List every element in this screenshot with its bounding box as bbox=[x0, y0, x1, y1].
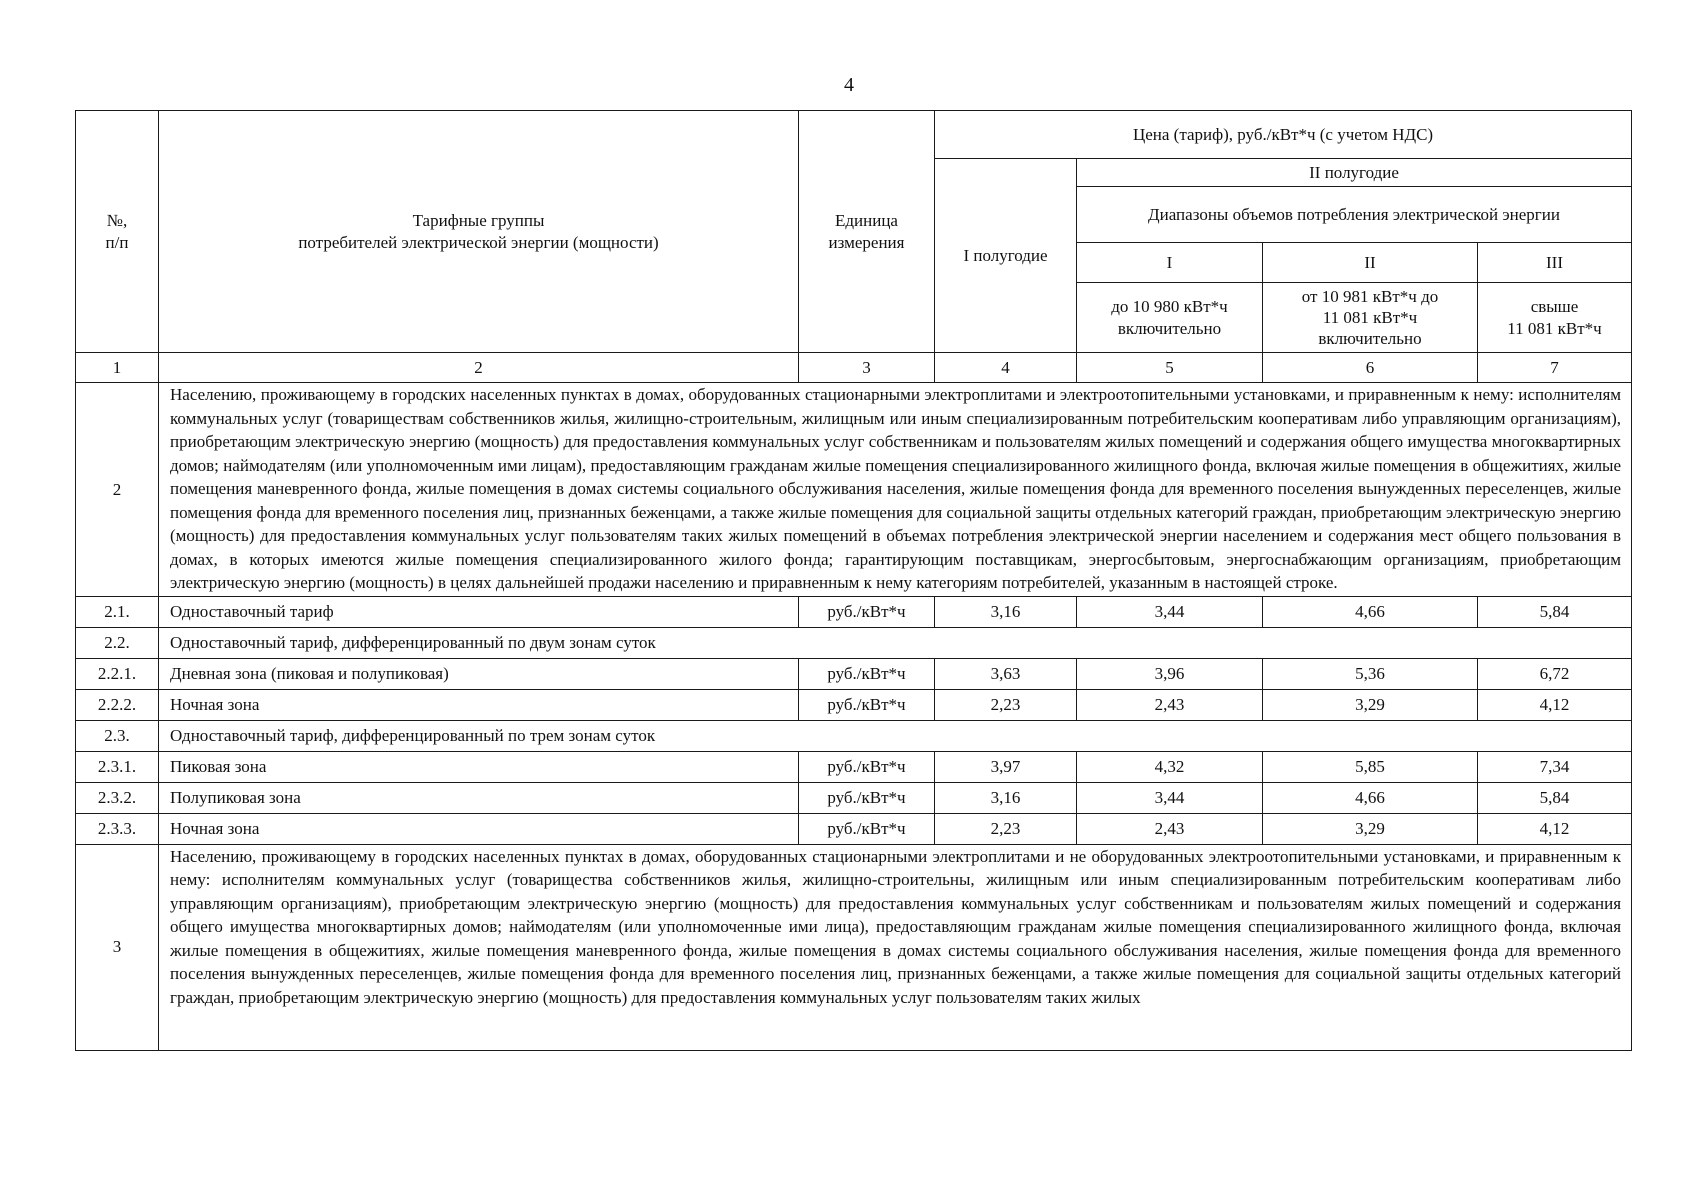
row-range-3-price: 5,84 bbox=[1478, 596, 1632, 627]
row-unit: руб./кВт*ч bbox=[799, 658, 935, 689]
column-number: 1 bbox=[76, 353, 159, 383]
row-unit: руб./кВт*ч bbox=[799, 813, 935, 844]
row-name: Одноставочный тариф bbox=[159, 596, 799, 627]
row-number: 2.3. bbox=[76, 720, 159, 751]
row-number: 2.3.1. bbox=[76, 751, 159, 782]
section-description: Населению, проживающему в городских населенных пунктах в домах, оборудованных стационарными электроплитами и не оборудованных электроотопительными установками, и приравненным к нему: исполнителям коммунальных услуг (товарищества собственников жилья, жилищно-строительны, жилищным или иным специализированным потребительским кооперативам либо управляющим организациям), приобретающим электрическую энергию (мощность) для предоставления коммунальных услуг собственникам и пользователям жилых помещений и содержания общего имущества многоквартирных домов; наймодателям (или уполномоченные ими лица), предоставляющим гражданам жилые помещения специализированного жилищного фонда, включая жилые помещения в общежитиях, жилые помещения маневренного фонда, жилые помещения в домах системы социального обслуживания населения, жилые помещения фонда для временного поселения вынужденных переселенцев, жилые помещения фонда для временного поселения лиц, признанных беженцами, а также жилые помещения для социальной защиты отдельных категорий граждан, приобретающим электрическую энергию (мощность) для предоставления коммунальных услуг пользователям таких жилых bbox=[159, 844, 1632, 1050]
header-range-1-desc: до 10 980 кВт*ч включительно bbox=[1077, 283, 1263, 353]
header-second-half: II полугодие bbox=[1077, 159, 1632, 187]
row-range-2-price: 4,66 bbox=[1263, 596, 1478, 627]
row-name: Пиковая зона bbox=[159, 751, 799, 782]
row-range-2-price: 4,66 bbox=[1263, 782, 1478, 813]
row-range-2-price: 5,85 bbox=[1263, 751, 1478, 782]
table-row bbox=[76, 596, 1632, 627]
header-range-1: I bbox=[1077, 243, 1263, 283]
row-range-2-price: 3,29 bbox=[1263, 813, 1478, 844]
tariff-table-body bbox=[76, 383, 1632, 1051]
row-range-1-price: 3,96 bbox=[1077, 658, 1263, 689]
page-number: 4 bbox=[844, 74, 854, 96]
row-first-half-price: 2,23 bbox=[935, 813, 1077, 844]
row-number: 2.2.2. bbox=[76, 689, 159, 720]
row-unit: руб./кВт*ч bbox=[799, 596, 935, 627]
row-range-3-price: 5,84 bbox=[1478, 782, 1632, 813]
section-row bbox=[76, 844, 1632, 1050]
header-range-2-desc: от 10 981 кВт*ч до 11 081 кВт*ч включительно bbox=[1263, 283, 1478, 353]
table-row bbox=[76, 658, 1632, 689]
row-range-2-price: 3,29 bbox=[1263, 689, 1478, 720]
column-number-row bbox=[76, 353, 1632, 383]
row-first-half-price: 3,63 bbox=[935, 658, 1077, 689]
tariff-table bbox=[75, 110, 1632, 1051]
column-number: 3 bbox=[799, 353, 935, 383]
column-number: 2 bbox=[159, 353, 799, 383]
row-number: 2.2.1. bbox=[76, 658, 159, 689]
header-range-3: III bbox=[1478, 243, 1632, 283]
row-first-half-price: 3,16 bbox=[935, 782, 1077, 813]
row-unit: руб./кВт*ч bbox=[799, 689, 935, 720]
row-name: Одноставочный тариф, дифференцированный по двум зонам суток bbox=[159, 627, 1632, 658]
row-name: Ночная зона bbox=[159, 813, 799, 844]
row-number: 2.2. bbox=[76, 627, 159, 658]
row-name: Одноставочный тариф, дифференцированный по трем зонам суток bbox=[159, 720, 1632, 751]
row-range-3-price: 6,72 bbox=[1478, 658, 1632, 689]
header-unit: Единица измерения bbox=[799, 111, 935, 353]
column-number: 7 bbox=[1478, 353, 1632, 383]
table-row bbox=[76, 720, 1632, 751]
row-first-half-price: 3,16 bbox=[935, 596, 1077, 627]
row-number: 2.3.2. bbox=[76, 782, 159, 813]
row-name: Полупиковая зона bbox=[159, 782, 799, 813]
tariff-table-header bbox=[76, 111, 1632, 383]
table-row bbox=[76, 751, 1632, 782]
row-range-1-price: 4,32 bbox=[1077, 751, 1263, 782]
section-number: 2 bbox=[76, 383, 159, 597]
header-consumption-ranges: Диапазоны объемов потребления электрической энергии bbox=[1077, 187, 1632, 243]
row-range-3-price: 7,34 bbox=[1478, 751, 1632, 782]
header-first-half: I полугодие bbox=[935, 159, 1077, 353]
header-range-2: II bbox=[1263, 243, 1478, 283]
row-range-1-price: 2,43 bbox=[1077, 813, 1263, 844]
row-first-half-price: 3,97 bbox=[935, 751, 1077, 782]
table-row bbox=[76, 782, 1632, 813]
column-number: 4 bbox=[935, 353, 1077, 383]
row-first-half-price: 2,23 bbox=[935, 689, 1077, 720]
header-range-3-desc: свыше 11 081 кВт*ч bbox=[1478, 283, 1632, 353]
header-number: №, п/п bbox=[76, 111, 159, 353]
column-number: 5 bbox=[1077, 353, 1263, 383]
section-row bbox=[76, 383, 1632, 597]
column-number: 6 bbox=[1263, 353, 1478, 383]
table-row bbox=[76, 627, 1632, 658]
row-unit: руб./кВт*ч bbox=[799, 751, 935, 782]
section-number: 3 bbox=[76, 844, 159, 1050]
table-row bbox=[76, 689, 1632, 720]
table-row bbox=[76, 813, 1632, 844]
row-number: 2.3.3. bbox=[76, 813, 159, 844]
row-unit: руб./кВт*ч bbox=[799, 782, 935, 813]
row-range-3-price: 4,12 bbox=[1478, 813, 1632, 844]
section-description: Населению, проживающему в городских населенных пунктах в домах, оборудованных стационарными электроплитами и электроотопительными установками, и приравненным к нему: исполнителям коммунальных услуг (товариществам собственников жилья, жилищно-строительным, жилищным или иным специализированным потребительским кооперативам либо управляющим организациям), приобретающим электрическую энергию (мощность) для предоставления коммунальных услуг собственникам и пользователям жилых помещений и содержания общего имущества многоквартирных домов; наймодателям (или уполномоченным ими лицам), предоставляющим гражданам жилые помещения специализированного жилищного фонда, включая жилые помещения в общежитиях, жилые помещения маневренного фонда, жилые помещения в домах системы социального обслуживания населения, жилые помещения фонда для временного поселения вынужденных переселенцев, жилые помещения фонда для временного поселения лиц, признанных беженцами, а также жилые помещения для социальной защиты отдельных категорий граждан, приобретающим электрическую энергию (мощность) для предоставления коммунальных услуг пользователям таких жилых помещений в объемах потребления электрической энергии населением и содержания мест общего пользования в домах, в которых имеются жилые помещения специализированного жилого фонда; гарантирующим поставщикам, энергосбытовым, энергоснабжающим организациям, приобретающим электрическую энергию (мощность) в целях дальнейшей продажи населению и приравненным к нему категориям потребителей, указанным в настоящей строке. bbox=[159, 383, 1632, 597]
header-tariff-groups: Тарифные группы потребителей электрической энергии (мощности) bbox=[159, 111, 799, 353]
row-range-2-price: 5,36 bbox=[1263, 658, 1478, 689]
row-range-1-price: 3,44 bbox=[1077, 782, 1263, 813]
row-range-1-price: 3,44 bbox=[1077, 596, 1263, 627]
row-name: Дневная зона (пиковая и полупиковая) bbox=[159, 658, 799, 689]
row-range-1-price: 2,43 bbox=[1077, 689, 1263, 720]
row-range-3-price: 4,12 bbox=[1478, 689, 1632, 720]
row-number: 2.1. bbox=[76, 596, 159, 627]
row-name: Ночная зона bbox=[159, 689, 799, 720]
header-price: Цена (тариф), руб./кВт*ч (с учетом НДС) bbox=[935, 111, 1632, 159]
